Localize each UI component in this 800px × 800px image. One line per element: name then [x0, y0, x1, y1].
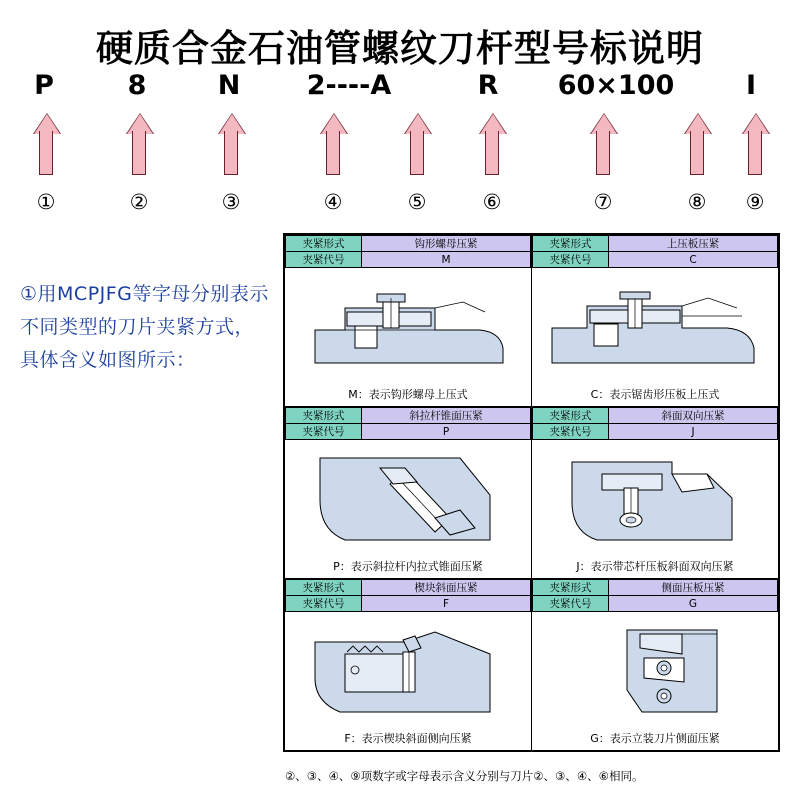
clamp-style-name: 斜拉杆锥面压紧: [362, 408, 531, 424]
clamp-code-value: J: [609, 424, 778, 440]
table-row: [533, 236, 778, 252]
caption-p: P：表示斜拉杆内拉式锥面压紧: [333, 560, 483, 573]
clamp-code-label: 夹紧代号: [286, 424, 362, 440]
arrow-2: [126, 113, 152, 175]
table-row: [286, 408, 531, 424]
clamp-style-label: 夹紧形式: [286, 408, 362, 424]
code-segment-9: Ⅰ: [745, 70, 757, 101]
circled-number-9: ⑨: [745, 190, 765, 214]
clamp-cell-j: [532, 407, 780, 579]
arrow-7: [590, 113, 616, 175]
clamp-code-label: 夹紧代号: [533, 252, 609, 268]
page-title: 硬质合金石油管螺纹刀杆型号标说明: [96, 27, 704, 70]
circled-number-4: ④: [323, 190, 343, 214]
arrow-9: [742, 113, 768, 175]
arrow-3: [218, 113, 244, 175]
table-row: [286, 580, 531, 596]
clamp-style-label: 夹紧形式: [533, 580, 609, 596]
caption-f: F：表示楔块斜面侧向压紧: [344, 732, 472, 745]
figure-dual-incline-clamp: [532, 440, 778, 558]
table-row: [286, 236, 531, 252]
arrow-1: [33, 113, 59, 175]
clamp-style-name: 楔块斜面压紧: [362, 580, 531, 596]
table-row: [286, 424, 531, 440]
circled-number-8: ⑧: [687, 190, 707, 214]
figure-incline-rod-clamp: [285, 440, 531, 558]
caption-m: M：表示钩形螺母上压式: [348, 388, 468, 401]
code-segment-2: 8: [127, 70, 147, 101]
code-row: [0, 70, 800, 110]
arrow-4: [320, 113, 346, 175]
clamp-style-name: 侧面压板压紧: [609, 580, 778, 596]
arrow-8: [684, 113, 710, 175]
figure-wedge-clamp: [285, 612, 531, 730]
footer-note: ②、③、④、⑨项数字或字母表示含义分别与刀片②、③、④、⑥相同。: [285, 769, 644, 783]
clamp-code-label: 夹紧代号: [533, 424, 609, 440]
code-segment-4: 2----A: [306, 70, 392, 101]
figure-top-plate-clamp: [532, 268, 778, 386]
explanatory-note: ①用MCPJFG等字母分别表示不同类型的刀片夹紧方式，具体含义如图所示：: [20, 283, 269, 371]
clamp-code-label: 夹紧代号: [286, 596, 362, 612]
clamp-cell-f: [284, 579, 532, 752]
clamp-code-label: 夹紧代号: [533, 596, 609, 612]
arrow-5: [404, 113, 430, 175]
clamp-style-name: 钩形螺母压紧: [362, 236, 531, 252]
circled-number-7: ⑦: [593, 190, 613, 214]
clamp-cell-p: [284, 407, 532, 579]
table-row: [286, 596, 531, 612]
circled-number-3: ③: [221, 190, 241, 214]
caption-c: C：表示锯齿形压板上压式: [590, 388, 720, 401]
table-row: [286, 252, 531, 268]
table-row: [533, 408, 778, 424]
figure-hook-nut-clamp: [285, 268, 531, 386]
clamp-style-label: 夹紧形式: [533, 408, 609, 424]
clamp-code-label: 夹紧代号: [286, 252, 362, 268]
clamp-style-name: 斜面双向压紧: [609, 408, 778, 424]
caption-j: J：表示带芯杆压板斜面双向压紧: [576, 560, 734, 573]
clamp-style-label: 夹紧形式: [533, 236, 609, 252]
clamp-style-label: 夹紧形式: [286, 580, 362, 596]
caption-g: G：表示立装刀片侧面压紧: [590, 732, 720, 745]
table-row: [284, 407, 779, 579]
code-segment-6: R: [477, 70, 499, 101]
clamp-code-value: M: [362, 252, 531, 268]
clamp-cell-c: [532, 234, 780, 407]
clamp-cell-m: [284, 234, 532, 407]
table-row: [533, 424, 778, 440]
table-row: [533, 252, 778, 268]
table-row: [533, 580, 778, 596]
circled-number-2: ②: [129, 190, 149, 214]
clamp-code-value: G: [609, 596, 778, 612]
figure-side-plate-clamp: [532, 612, 778, 730]
table-row: [533, 596, 778, 612]
clamp-style-label: 夹紧形式: [286, 236, 362, 252]
arrow-6: [479, 113, 505, 175]
circled-number-1: ①: [36, 190, 56, 214]
clamp-code-value: F: [362, 596, 531, 612]
clamp-style-name: 上压板压紧: [609, 236, 778, 252]
table-row: [284, 234, 779, 407]
code-segment-7: 60×100: [557, 70, 675, 101]
circled-number-6: ⑥: [482, 190, 502, 214]
table-row: [284, 579, 779, 752]
code-segment-1: P: [34, 70, 54, 101]
clamping-type-table: [283, 233, 780, 752]
clamp-code-value: C: [609, 252, 778, 268]
circled-number-5: ⑤: [407, 190, 427, 214]
code-segment-3: N: [217, 70, 241, 101]
clamp-code-value: P: [362, 424, 531, 440]
clamp-cell-g: [532, 579, 780, 752]
